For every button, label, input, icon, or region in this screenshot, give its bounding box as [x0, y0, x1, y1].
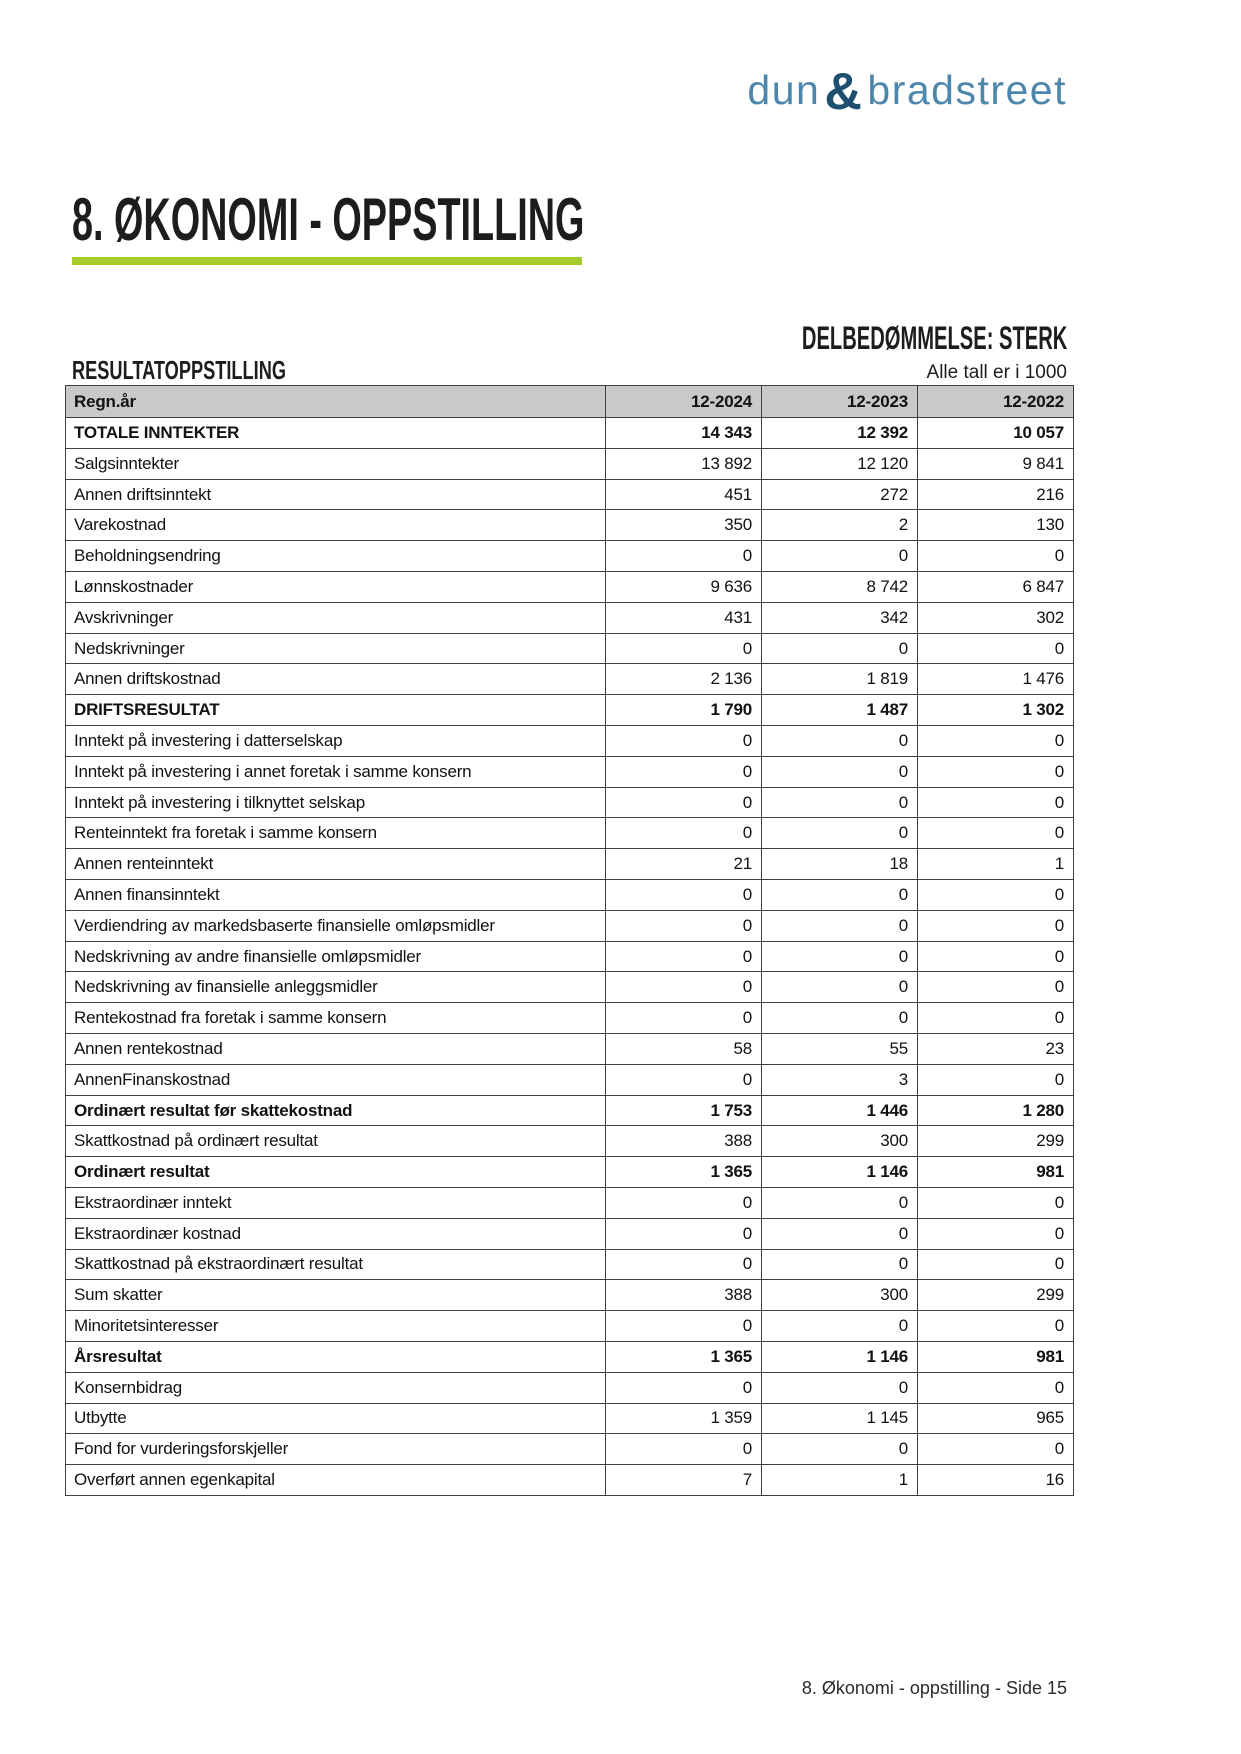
- row-value: 302: [918, 602, 1074, 633]
- row-value: 130: [918, 510, 1074, 541]
- row-value: 1 446: [762, 1095, 918, 1126]
- column-header-2023: 12-2023: [762, 386, 918, 418]
- row-label: Lønnskostnader: [66, 571, 606, 602]
- row-label: Verdiendring av markedsbaserte finansielle omløpsmidler: [66, 910, 606, 941]
- row-value: 0: [918, 725, 1074, 756]
- row-value: 0: [606, 1249, 762, 1280]
- table-row: [66, 941, 1074, 972]
- row-value: 8 742: [762, 571, 918, 602]
- row-value: 0: [606, 725, 762, 756]
- row-value: 0: [762, 787, 918, 818]
- row-value: 1 280: [918, 1095, 1074, 1126]
- table-row: [66, 448, 1074, 479]
- row-value: 0: [762, 1434, 918, 1465]
- row-label: Renteinntekt fra foretak i samme konsern: [66, 818, 606, 849]
- row-label: Fond for vurderingsforskjeller: [66, 1434, 606, 1465]
- row-value: 0: [762, 818, 918, 849]
- table-row: [66, 1003, 1074, 1034]
- row-value: 0: [606, 972, 762, 1003]
- table-row: [66, 695, 1074, 726]
- row-value: 0: [918, 1372, 1074, 1403]
- row-value: 7: [606, 1465, 762, 1496]
- row-value: 0: [762, 972, 918, 1003]
- row-value: 1: [762, 1465, 918, 1496]
- row-value: 2: [762, 510, 918, 541]
- row-value: 1 359: [606, 1403, 762, 1434]
- table-header-row: [66, 386, 1074, 418]
- row-value: 299: [918, 1280, 1074, 1311]
- row-value: 0: [762, 1187, 918, 1218]
- row-value: 431: [606, 602, 762, 633]
- row-value: 965: [918, 1403, 1074, 1434]
- row-value: 0: [762, 910, 918, 941]
- row-label: Varekostnad: [66, 510, 606, 541]
- row-value: 0: [918, 972, 1074, 1003]
- row-label: Annen driftsinntekt: [66, 479, 606, 510]
- table-body: [66, 418, 1074, 1496]
- row-value: 23: [918, 1033, 1074, 1064]
- logo-word-bradstreet: bradstreet: [867, 67, 1067, 113]
- row-value: 0: [918, 787, 1074, 818]
- row-value: 0: [762, 1249, 918, 1280]
- row-value: 10 057: [918, 418, 1074, 449]
- table-row: [66, 1126, 1074, 1157]
- row-value: 0: [762, 879, 918, 910]
- row-label: Salgsinntekter: [66, 448, 606, 479]
- row-value: 0: [918, 1311, 1074, 1342]
- table-row: [66, 541, 1074, 572]
- row-value: 14 343: [606, 418, 762, 449]
- column-header-regnaar: Regn.år: [66, 386, 606, 418]
- row-value: 0: [762, 1372, 918, 1403]
- row-value: 58: [606, 1033, 762, 1064]
- row-value: 0: [606, 787, 762, 818]
- unit-note: Alle tall er i 1000: [926, 362, 1067, 383]
- row-value: 0: [918, 818, 1074, 849]
- page-title: 8. ØKONOMI - OPPSTILLING: [72, 186, 585, 253]
- row-value: 0: [606, 1064, 762, 1095]
- row-value: 981: [918, 1341, 1074, 1372]
- row-value: 0: [606, 1372, 762, 1403]
- row-value: 0: [918, 1434, 1074, 1465]
- row-value: 0: [606, 633, 762, 664]
- row-value: 0: [606, 818, 762, 849]
- row-value: 0: [918, 541, 1074, 572]
- table-row: [66, 418, 1074, 449]
- row-value: 981: [918, 1157, 1074, 1188]
- row-label: Minoritetsinteresser: [66, 1311, 606, 1342]
- row-value: 16: [918, 1465, 1074, 1496]
- row-value: 1 753: [606, 1095, 762, 1126]
- row-label: Skattkostnad på ekstraordinært resultat: [66, 1249, 606, 1280]
- assessment-heading: DELBEDØMMELSE: STERK: [801, 320, 1067, 356]
- row-value: 388: [606, 1126, 762, 1157]
- row-label: Utbytte: [66, 1403, 606, 1434]
- table-row: [66, 1249, 1074, 1280]
- column-header-2024: 12-2024: [606, 386, 762, 418]
- row-value: 0: [606, 756, 762, 787]
- row-value: 1 365: [606, 1157, 762, 1188]
- table-row: [66, 1033, 1074, 1064]
- row-value: 1 365: [606, 1341, 762, 1372]
- row-value: 1 487: [762, 695, 918, 726]
- table-row: [66, 1465, 1074, 1496]
- row-label: TOTALE INNTEKTER: [66, 418, 606, 449]
- table-row: [66, 571, 1074, 602]
- table-row: [66, 1403, 1074, 1434]
- row-value: 0: [918, 1003, 1074, 1034]
- row-value: 300: [762, 1126, 918, 1157]
- row-value: 0: [918, 879, 1074, 910]
- row-value: 216: [918, 479, 1074, 510]
- table-row: [66, 849, 1074, 880]
- row-value: 21: [606, 849, 762, 880]
- row-label: Annen renteinntekt: [66, 849, 606, 880]
- table-row: [66, 725, 1074, 756]
- row-value: 12 392: [762, 418, 918, 449]
- row-label: Rentekostnad fra foretak i samme konsern: [66, 1003, 606, 1034]
- row-value: 388: [606, 1280, 762, 1311]
- row-label: Annen driftskostnad: [66, 664, 606, 695]
- income-statement-table: [65, 385, 1074, 1496]
- row-value: 12 120: [762, 448, 918, 479]
- table-row: [66, 633, 1074, 664]
- row-label: DRIFTSRESULTAT: [66, 695, 606, 726]
- row-value: 342: [762, 602, 918, 633]
- row-label: AnnenFinanskostnad: [66, 1064, 606, 1095]
- row-value: 1 146: [762, 1157, 918, 1188]
- table-title: RESULTATOPPSTILLING: [72, 355, 287, 385]
- row-value: 350: [606, 510, 762, 541]
- row-value: 0: [918, 910, 1074, 941]
- row-value: 1 145: [762, 1403, 918, 1434]
- row-label: Ekstraordinær inntekt: [66, 1187, 606, 1218]
- row-label: Skattkostnad på ordinært resultat: [66, 1126, 606, 1157]
- table-row: [66, 1095, 1074, 1126]
- table-row: [66, 1341, 1074, 1372]
- table-row: [66, 1218, 1074, 1249]
- row-label: Nedskrivning av finansielle anleggsmidler: [66, 972, 606, 1003]
- row-value: 9 841: [918, 448, 1074, 479]
- row-label: Konsernbidrag: [66, 1372, 606, 1403]
- row-value: 0: [762, 725, 918, 756]
- row-value: 0: [762, 1003, 918, 1034]
- table-row: [66, 1280, 1074, 1311]
- table-row: [66, 664, 1074, 695]
- row-label: Sum skatter: [66, 1280, 606, 1311]
- row-value: 1: [918, 849, 1074, 880]
- row-value: 55: [762, 1033, 918, 1064]
- row-value: 300: [762, 1280, 918, 1311]
- accent-rule: [72, 257, 582, 265]
- table-row: [66, 1311, 1074, 1342]
- row-value: 13 892: [606, 448, 762, 479]
- row-value: 0: [918, 941, 1074, 972]
- row-label: Inntekt på investering i annet foretak i samme konsern: [66, 756, 606, 787]
- row-value: 0: [918, 633, 1074, 664]
- table-row: [66, 1187, 1074, 1218]
- row-value: 451: [606, 479, 762, 510]
- row-value: 1 790: [606, 695, 762, 726]
- row-value: 0: [918, 1187, 1074, 1218]
- row-label: Inntekt på investering i datterselskap: [66, 725, 606, 756]
- row-value: 0: [606, 941, 762, 972]
- row-value: 0: [762, 633, 918, 664]
- table-row: [66, 879, 1074, 910]
- page-footer: 8. Økonomi - oppstilling - Side 15: [801, 1678, 1067, 1698]
- row-label: Nedskrivninger: [66, 633, 606, 664]
- row-value: 0: [918, 756, 1074, 787]
- row-value: 1 146: [762, 1341, 918, 1372]
- table-row: [66, 1064, 1074, 1095]
- row-value: 272: [762, 479, 918, 510]
- row-value: 0: [606, 1311, 762, 1342]
- column-header-2022: 12-2022: [918, 386, 1074, 418]
- table-row: [66, 479, 1074, 510]
- row-label: Ekstraordinær kostnad: [66, 1218, 606, 1249]
- row-value: 0: [918, 1064, 1074, 1095]
- table-row: [66, 910, 1074, 941]
- row-value: 1 302: [918, 695, 1074, 726]
- row-value: 0: [606, 1187, 762, 1218]
- row-value: 0: [762, 756, 918, 787]
- row-value: 0: [606, 1003, 762, 1034]
- logo-word-dun: dun: [747, 67, 821, 113]
- row-value: 0: [606, 910, 762, 941]
- row-value: 1 476: [918, 664, 1074, 695]
- row-value: 18: [762, 849, 918, 880]
- table-row: [66, 1157, 1074, 1188]
- row-value: 0: [762, 1218, 918, 1249]
- row-value: 0: [918, 1249, 1074, 1280]
- table-row: [66, 1434, 1074, 1465]
- row-value: 0: [606, 879, 762, 910]
- row-label: Annen rentekostnad: [66, 1033, 606, 1064]
- row-label: Overført annen egenkapital: [66, 1465, 606, 1496]
- row-value: 299: [918, 1126, 1074, 1157]
- row-label: Avskrivninger: [66, 602, 606, 633]
- dun-bradstreet-logo: [747, 62, 1067, 122]
- table-row: [66, 756, 1074, 787]
- row-label: Annen finansinntekt: [66, 879, 606, 910]
- row-label: Inntekt på investering i tilknyttet selskap: [66, 787, 606, 818]
- row-label: Nedskrivning av andre finansielle omløpsmidler: [66, 941, 606, 972]
- row-value: 0: [762, 541, 918, 572]
- row-value: 0: [918, 1218, 1074, 1249]
- row-value: 0: [762, 1311, 918, 1342]
- row-label: Ordinært resultat før skattekostnad: [66, 1095, 606, 1126]
- row-value: 0: [606, 1434, 762, 1465]
- logo-ampersand-icon: &: [824, 63, 864, 121]
- table-row: [66, 1372, 1074, 1403]
- row-value: 2 136: [606, 664, 762, 695]
- row-value: 1 819: [762, 664, 918, 695]
- row-value: 6 847: [918, 571, 1074, 602]
- row-value: 0: [606, 541, 762, 572]
- table-row: [66, 510, 1074, 541]
- table-row: [66, 602, 1074, 633]
- table-row: [66, 972, 1074, 1003]
- row-label: Årsresultat: [66, 1341, 606, 1372]
- row-label: Beholdningsendring: [66, 541, 606, 572]
- row-label: Ordinært resultat: [66, 1157, 606, 1188]
- table-row: [66, 818, 1074, 849]
- row-value: 0: [606, 1218, 762, 1249]
- table-row: [66, 787, 1074, 818]
- row-value: 0: [762, 941, 918, 972]
- row-value: 9 636: [606, 571, 762, 602]
- row-value: 3: [762, 1064, 918, 1095]
